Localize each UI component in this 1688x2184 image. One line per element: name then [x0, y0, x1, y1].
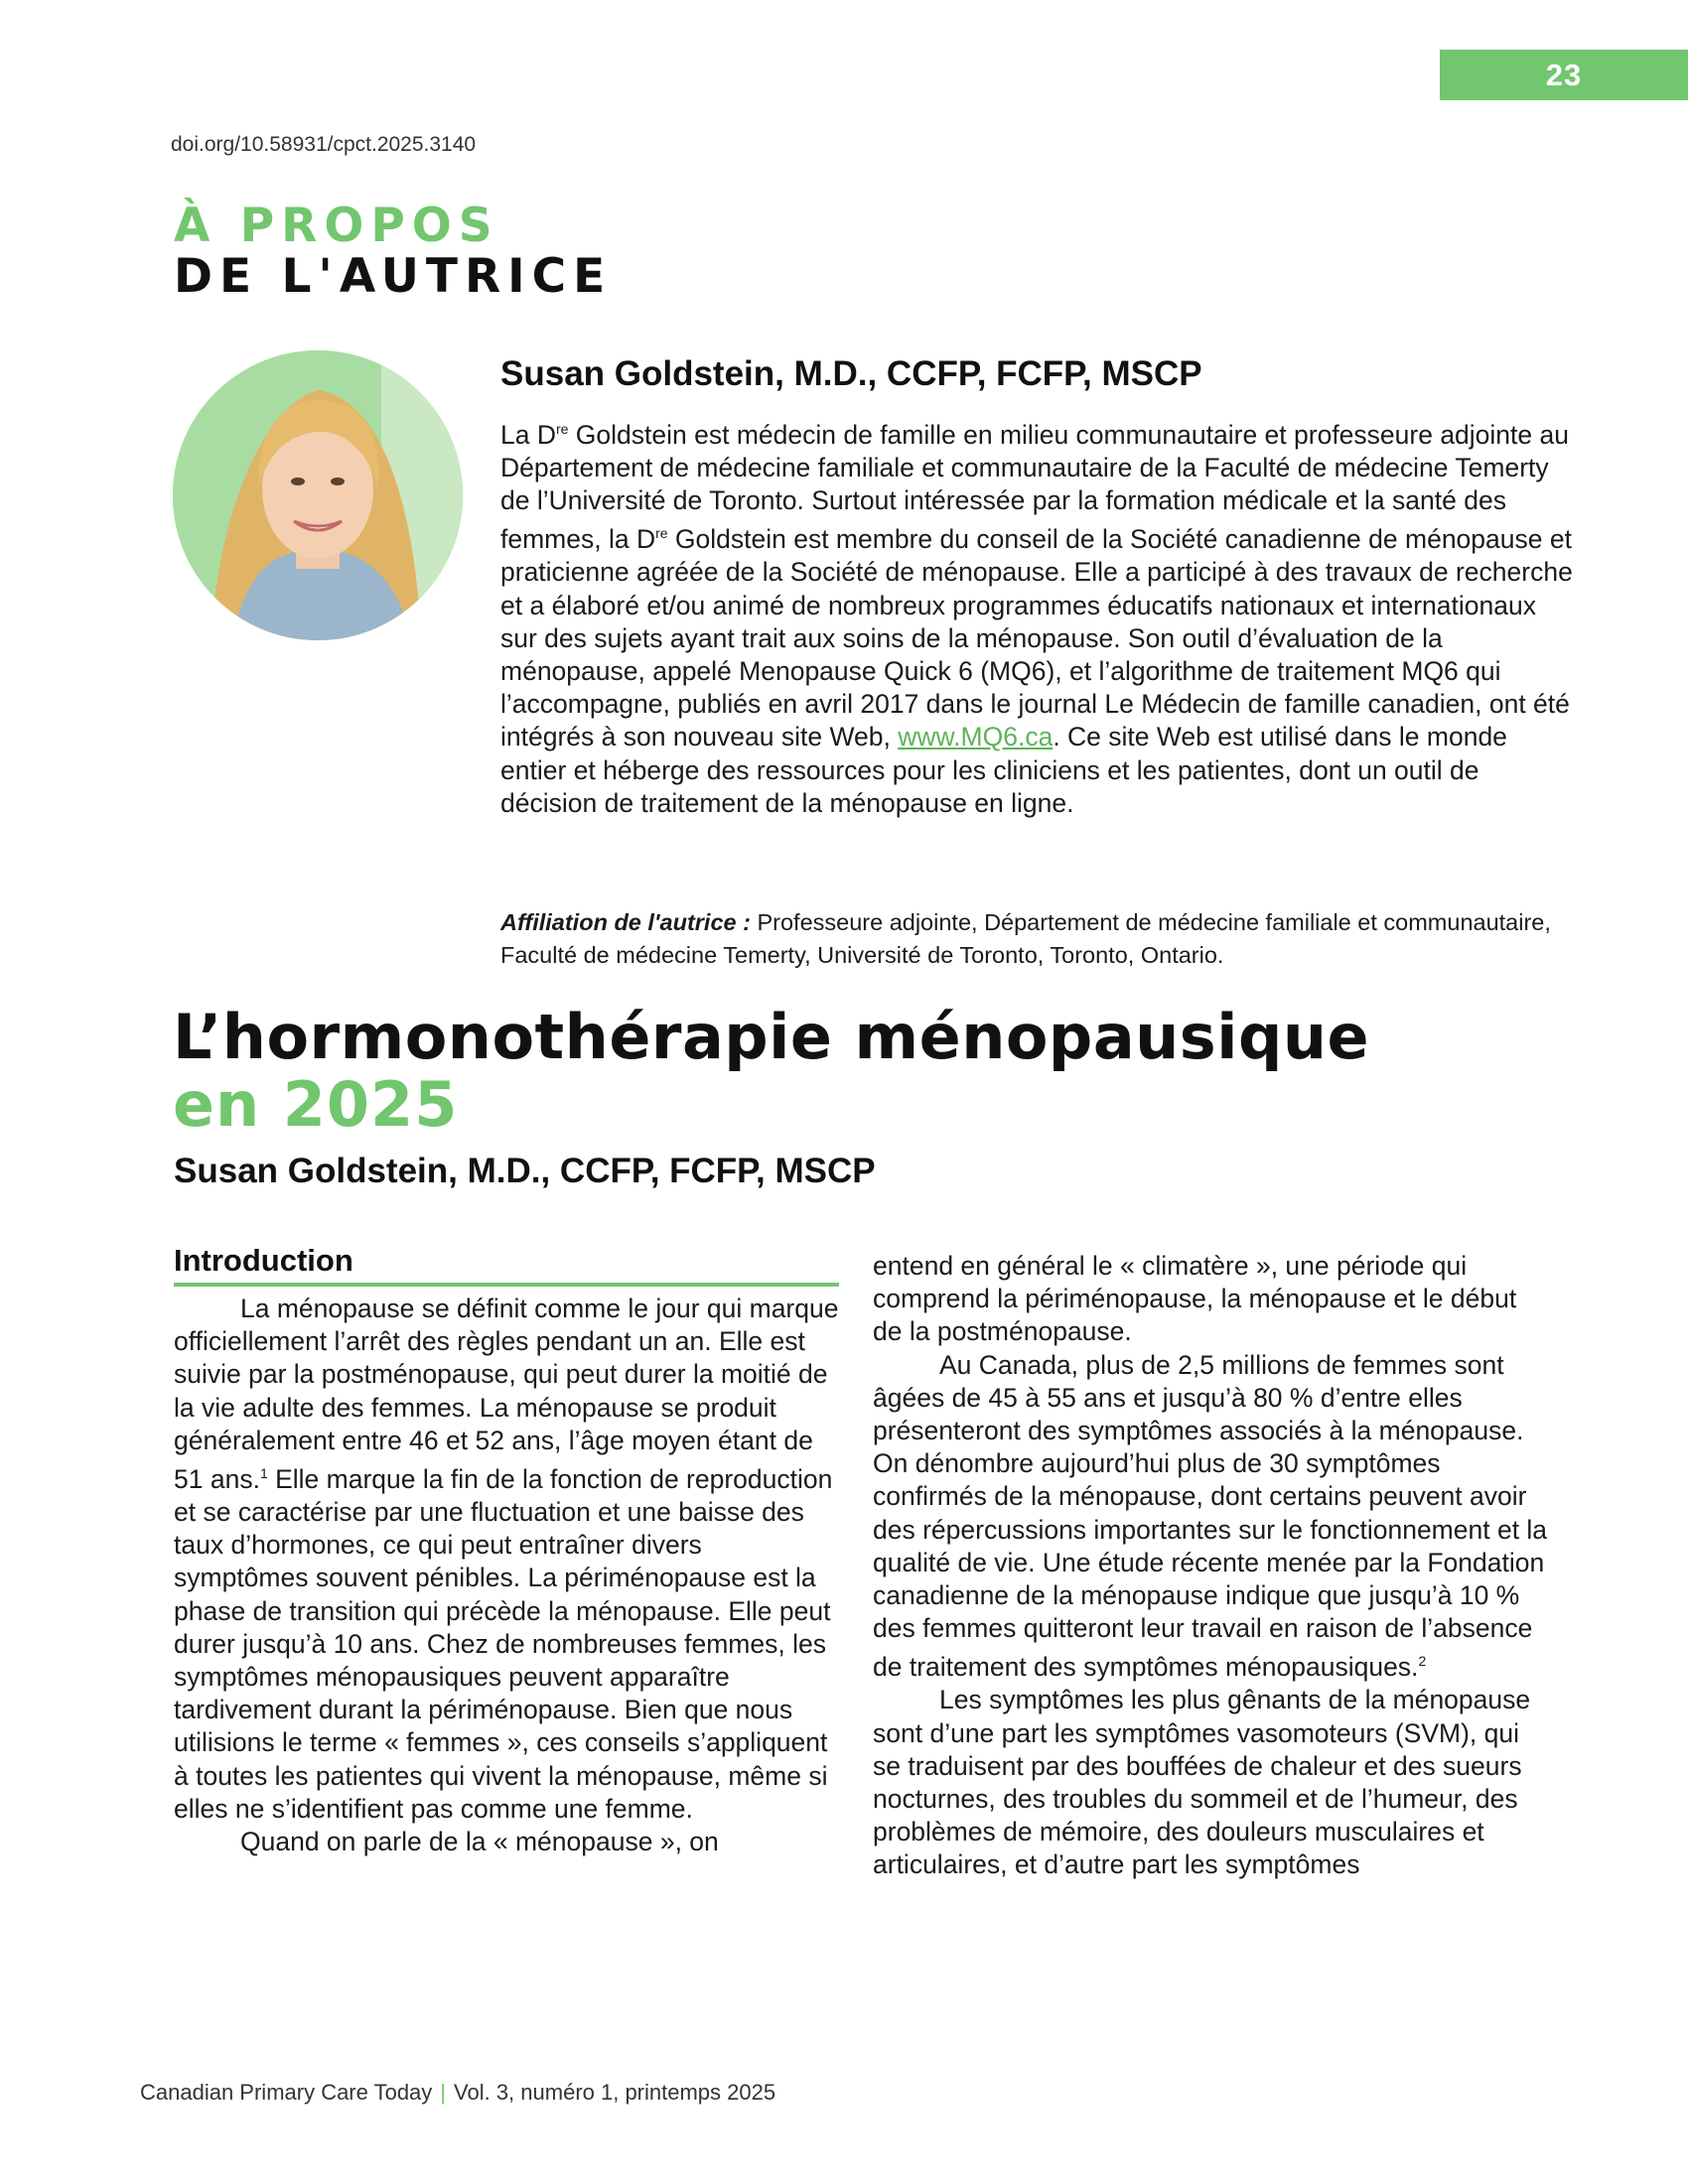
bio-superscript: re [555, 421, 569, 437]
author-affiliation [500, 906, 1573, 972]
left-column [174, 1243, 839, 1858]
page-footer [140, 2080, 775, 2106]
paragraph [174, 1293, 839, 1826]
article-title [173, 1001, 1370, 1141]
paragraph-text: La ménopause se définit comme le jour qui marque officiellement l’arrêt des règles pendant un an. Elle est suivie par la postménopause, qui peut durer la moitié de la vie adulte des femmes. La ménopause se produit généralement entre 46 et 52 ans, l’âge moyen étant de 51 ans. [174, 1294, 839, 1494]
bio-text: . Ce site Web est utilisé dans le monde entier et héberge des ressources pour les cliniciens et les patientes, dont un outil de décision de traitement de la ménopause en ligne. [500, 722, 1507, 818]
paragraph-text: Elle marque la fin de la fonction de reproduction et se caractérise par une fluctuation et une baisse des taux d’hormones, ce qui peut entraîner divers symptômes souvent pénibles. La périménopause est la phase de transition qui précède la ménopause. Elle peut durer jusqu’à 10 ans. Chez de nombreuses femmes, les symptômes ménopausiques peuvent apparaître tardivement durant la périménopause. Bien que nous utilisions le terme « femmes », ces conseils s’appliquent à toutes les patientes qui vivent la ménopause, même si elles ne s’identifient pas comme une femme. [174, 1463, 833, 1824]
reference-superscript: 2 [1418, 1653, 1427, 1670]
footer-separator: | [440, 2080, 447, 2105]
article-title-line1: L’hormonothérapie ménopausique [173, 1001, 1370, 1073]
paragraph: Quand on parle de la « ménopause », on [240, 1827, 719, 1857]
mq6-website-link[interactable]: www.MQ6.ca [898, 722, 1054, 752]
about-heading-line1: À PROPOS [174, 199, 499, 253]
about-author-name: Susan Goldstein, M.D., CCFP, FCFP, MSCP [500, 354, 1202, 393]
affiliation-text: Professeure adjointe, Département de médecine familiale et communautaire, Faculté de médecine Temerty, Université de Toronto, Toronto, Ontario. [500, 909, 1551, 968]
affiliation-label: Affiliation de l'autrice : [500, 909, 751, 935]
reference-superscript: 1 [259, 1465, 268, 1482]
author-portrait-image [173, 350, 463, 640]
bio-text: Goldstein est membre du conseil de la Société canadienne de ménopause et praticienne agréée de la Société de ménopause. Elle a participé à des travaux de recherche et a élaboré et/ou animé de nombreux programmes éducatifs nationaux et internationaux sur des sujets ayant trait aux soins de la ménopause. Son outil d’évaluation de la ménopause, appelé Menopause Quick 6 (MQ6), et l’algorithme de traitement MQ6 qui l’accompagne, publiés en avril 2017 dans le journal Le Médecin de famille canadien, ont été intégrés à son nouveau site Web, [500, 524, 1573, 752]
author-bio [500, 413, 1573, 820]
page-number-badge: 23 [1440, 50, 1688, 100]
footer-journal: Canadian Primary Care Today [140, 2080, 433, 2105]
bio-text: La D [500, 419, 556, 450]
right-column [873, 1250, 1548, 1882]
paragraph [873, 1349, 1548, 1685]
article-title-line2: en 2025 [173, 1068, 459, 1141]
author-photo [173, 350, 463, 640]
footer-issue: Vol. 3, numéro 1, printemps 2025 [454, 2080, 776, 2105]
paragraph-text: Au Canada, plus de 2,5 millions de femmes sont âgées de 45 à 55 ans et jusqu’à 80 % d’entre elles présenteront des symptômes associés à la ménopause. On dénombre aujourd’hui plus de 30 symptômes confirmés de la ménopause, dont certains peuvent avoir des répercussions importantes sur le fonctionnement et la qualité de vie. Une étude récente menée par la Fondation canadienne de la ménopause indique que jusqu’à 10 % des femmes quitteront leur travail en raison de l’absence de traitement des symptômes ménopausiques. [873, 1349, 1548, 1683]
doi-link[interactable]: doi.org/10.58931/cpct.2025.3140 [171, 133, 477, 156]
bio-superscript: re [655, 525, 668, 542]
about-heading-line2: DE L'AUTRICE [174, 249, 613, 304]
bio-text: Goldstein est médecin de famille en milieu communautaire et professeure adjointe au Département de médecine familiale et communautaire de la Faculté de médecine Temerty de l’Université de Toronto. Surtout intéressée par la formation médicale et la santé des femmes, la D [500, 419, 1569, 555]
paragraph: entend en général le « climatère », une période qui comprend la périménopause, la ménopause et le début de la postménopause. [873, 1251, 1517, 1347]
about-author-heading [174, 199, 613, 304]
paragraph: Les symptômes les plus gênants de la ménopause sont d’une part les symptômes vasomoteurs (SVM), qui se traduisent par des bouffées de chaleur et des sueurs nocturnes, des troubles du sommeil et de l’humeur, des problèmes de mémoire, des douleurs musculaires et articulaires, et d’autre part les symptômes [873, 1685, 1531, 1880]
section-heading-introduction: Introduction [174, 1243, 839, 1287]
article-byline: Susan Goldstein, M.D., CCFP, FCFP, MSCP [174, 1152, 876, 1190]
